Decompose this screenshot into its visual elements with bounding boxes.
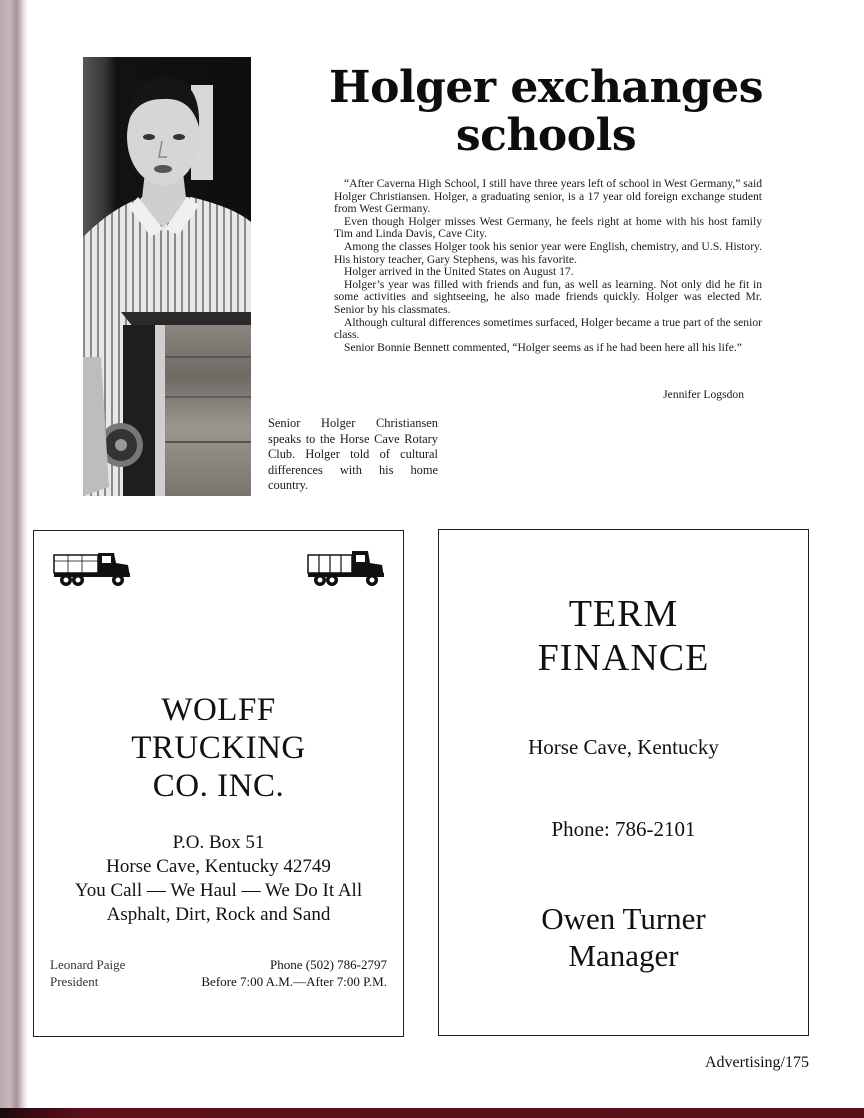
student-at-podium-photo <box>83 57 251 496</box>
article-photo <box>83 57 251 496</box>
page-folio: Advertising/175 <box>705 1054 809 1071</box>
company-name-line: TERM <box>568 593 679 635</box>
headline-line-2: schools <box>455 110 637 161</box>
manager-title: Manager <box>568 938 679 973</box>
phone-number: Phone (502) 786-2797 <box>270 957 387 972</box>
po-box: P.O. Box 51 <box>172 832 265 853</box>
company-location: Horse Cave, Kentucky <box>528 735 719 759</box>
company-name-line: WOLFF <box>161 692 276 728</box>
article-paragraph: Although cultural differences sometimes surfaced, Holger became a true part of the senior class. <box>334 315 762 342</box>
article-paragraph: Among the classes Holger took his senior year were English, chemistry, and U.S. History. His history teacher, Gary Stephens, was his favorite. <box>334 239 762 266</box>
dump-truck-icon <box>304 545 388 589</box>
article-paragraph: Senior Bonnie Bennett commented, “Holger seems as if he had been here all his life.” <box>344 340 742 354</box>
article-paragraph: Even though Holger misses West Germany, he feels right at home with his host family Tim and Linda Davis, Cave City. <box>334 214 762 241</box>
services: Asphalt, Dirt, Rock and Sand <box>106 904 331 925</box>
photo-caption: Senior Holger Christiansen speaks to the Horse Cave Rotary Club. Holger told of cultural differences with his home country. <box>268 416 438 493</box>
article-paragraph: Holger’s year was filled with friends and fun, as well as learning. Not only did he fit in some activities and sightseeing, he also made friends quickly. Holger was elected Mr. Senior by his classmates. <box>334 277 762 316</box>
ad-term-finance <box>438 529 809 1036</box>
phone-number: Phone: 786-2101 <box>551 817 696 841</box>
contact-name: Leonard Paige <box>50 957 126 972</box>
company-name-line: FINANCE <box>537 637 710 679</box>
slogan: You Call — We Haul — We Do It All <box>74 880 363 901</box>
page-binding-shadow <box>0 0 28 1118</box>
ad-footer <box>50 956 387 990</box>
article-body <box>334 178 762 354</box>
manager-name: Owen Turner <box>541 901 706 936</box>
headline-line-1: Holger exchanges <box>329 62 763 113</box>
phone-block <box>201 956 387 990</box>
business-hours: Before 7:00 A.M.—After 7:00 P.M. <box>201 974 387 989</box>
company-name <box>34 691 403 805</box>
contact-title: President <box>50 974 99 989</box>
ad-wolff-trucking <box>33 530 404 1037</box>
page-bottom-edge <box>0 1108 864 1118</box>
article-headline <box>320 64 772 160</box>
company-name-line: TRUCKING <box>131 730 306 766</box>
article-byline: Jennifer Logsdon <box>663 388 744 401</box>
company-address <box>34 831 403 927</box>
company-name-line: CO. INC. <box>152 768 285 804</box>
manager-block <box>439 900 808 974</box>
city-state-zip: Horse Cave, Kentucky 42749 <box>106 856 331 877</box>
dump-truck-icon <box>50 545 134 589</box>
company-name <box>439 592 808 680</box>
article-paragraph: “After Caverna High School, I still have three years left of school in West Germany,” said Holger Christiansen. Holger, a graduating senior, is a 17 year old foreign exchange student from West Germany. <box>334 177 762 216</box>
article-paragraph: Holger arrived in the United States on August 17. <box>344 265 574 279</box>
contact-block <box>50 956 125 990</box>
